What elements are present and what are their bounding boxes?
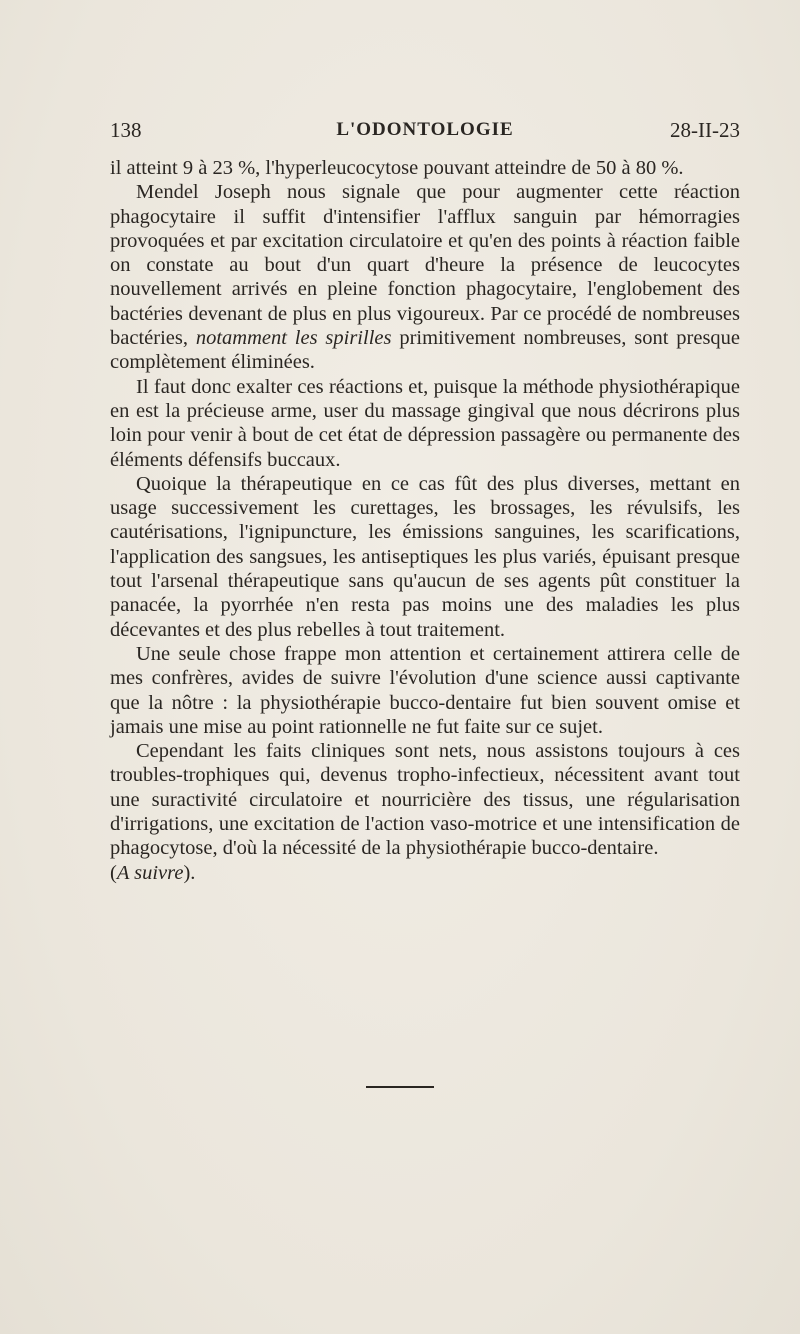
closing-close: ).: [183, 861, 196, 884]
italic-phrase: notamment les spirilles: [195, 327, 392, 350]
paragraph-4: Quoique la thérapeutique en ce cas fût des plus diverses, mettant en usage successivement les curettages, les brossages, les révulsifs, les cautérisations, l'ignipuncture, les émissions sanguines, les scarifications, l'application des sangsues, les antiseptiques les plus variés, épuisant presque tout l'arsenal thérapeutique sans qu'aucun de ses agents pût constituer la panacée, la pyorrhée n'en resta pas moins une des maladies les plus décevantes et des plus rebelles à tout traitement.: [110, 472, 740, 641]
paragraph-1: il atteint 9 à 23 %, l'hyperleucocytose pouvant atteindre de 50 à 80 %.: [110, 157, 684, 179]
section-divider: [366, 1086, 434, 1088]
closing-open: (: [110, 861, 117, 884]
paragraph-5: Une seule chose frappe mon attention et certainement attirera celle de mes confrères, avides de suivre l'évolution d'une science aussi captivante que la nôtre : la physiothérapie bucco-dentaire fut bien souvent omise et jamais une mise au point rationnelle ne fut faite sur ce sujet.: [110, 642, 740, 738]
issue-date: 28-II-23: [670, 118, 740, 142]
to-be-continued: [110, 861, 740, 885]
closing-text: A suivre: [116, 861, 184, 884]
paragraph-2-text: Mendel Joseph nous signale que pour augmenter cette réaction phagocytaire il suffit d'intensifier l'afflux sanguin par hémorragies provoquées et par excitation circulatoire et qu'en des points à réaction faible on constate au bout d'un quart d'heure la présence de leucocytes nouvellement arrivés en pleine fonction phagocytaire, l'englobement des bactéries devenant de plus en plus vigoureux. Par ce procédé de nombreuses bactéries,: [110, 181, 740, 350]
paragraph-2: [110, 180, 740, 374]
paragraph-3: Il faut donc exalter ces réactions et, puisque la méthode physiothérapique en est la précieuse arme, user du massage gingival que nous décrirons plus loin pour venir à bout de cet état de dépression passagère ou permanente des éléments défensifs buccaux.: [110, 375, 740, 471]
paragraph-6: Cependant les faits cliniques sont nets, nous assistons toujours à ces troubles-trophiques qui, devenus tropho-infectieux, nécessitent avant tout une suractivité circulatoire et nourricière des tissus, une régularisation d'irrigations, une excitation de l'action vaso-motrice et une intensification de phagocytose, d'où la nécessité de la physiothérapie bucco-dentaire.: [110, 740, 740, 860]
paragraph-2-tail: primitivement nombreuses, sont presque complètement éliminées.: [110, 327, 741, 374]
article-body: [110, 156, 740, 885]
running-header: [110, 118, 740, 148]
journal-title: L'ODONTOLOGIE: [336, 119, 514, 140]
page-number: 138: [110, 118, 142, 142]
